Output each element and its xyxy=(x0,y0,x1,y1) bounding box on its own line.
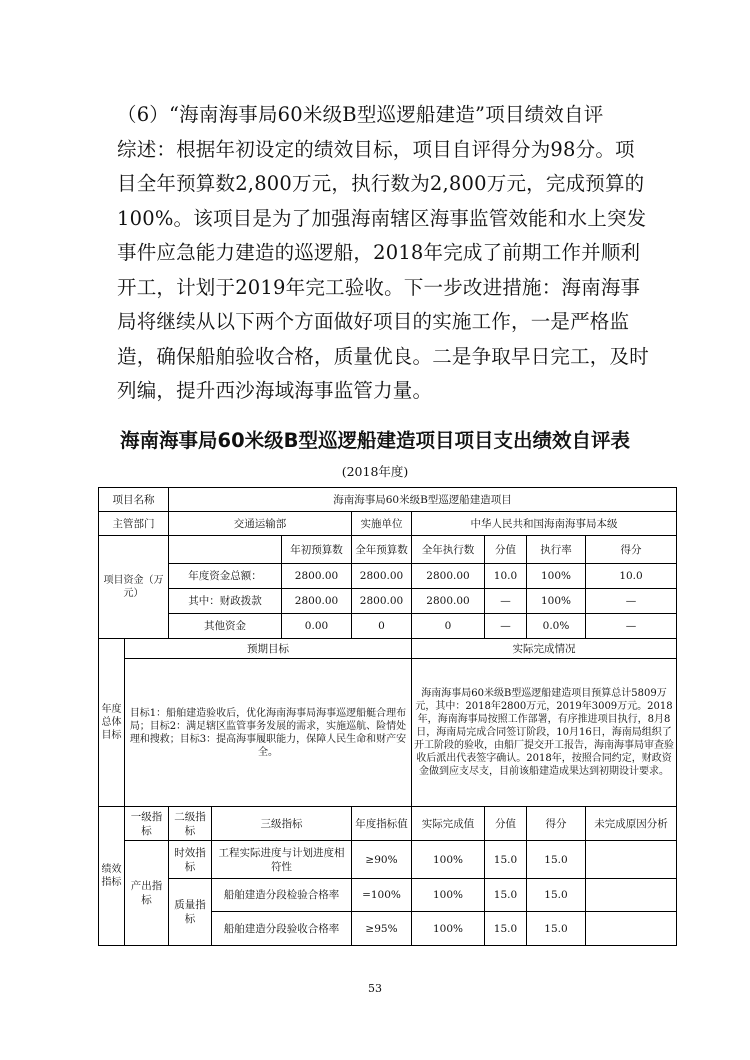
indicator-actual: 100% xyxy=(412,912,485,946)
funds-header: 执行率 xyxy=(527,536,586,564)
perf-header: 一级指标 xyxy=(125,807,169,841)
perf-header: 三级指标 xyxy=(212,807,352,841)
indicator-score: 15.0 xyxy=(527,841,586,879)
dept-label: 主管部门 xyxy=(99,512,169,536)
expected-header: 预期目标 xyxy=(125,639,412,659)
funds-header: 分值 xyxy=(485,536,527,564)
indicator-score-value: 15.0 xyxy=(485,841,527,879)
funds-header: 全年执行数 xyxy=(412,536,485,564)
funds-cell: 10.0 xyxy=(586,564,677,589)
indicator-target: ≥95% xyxy=(352,912,412,946)
indicator-score-value: 15.0 xyxy=(485,879,527,912)
perf-header: 年度指标值 xyxy=(352,807,412,841)
perf-header: 分值 xyxy=(485,807,527,841)
indicator-reason xyxy=(586,912,677,946)
funds-cell: — xyxy=(485,614,527,639)
funds-cell: 0.0% xyxy=(527,614,586,639)
indicator-reason xyxy=(586,841,677,879)
level2-cell: 时效指标 xyxy=(169,841,212,879)
funds-cell: 10.0 xyxy=(485,564,527,589)
paragraph-line: 综述：根据年初设定的绩效目标，项目自评得分为98分。项 xyxy=(117,137,635,161)
dept-value: 交通运输部 xyxy=(169,512,352,536)
paragraph-line: 列编，提升西沙海域海事监管力量。 xyxy=(117,379,433,402)
summary-paragraph xyxy=(117,98,649,409)
indicator-score: 15.0 xyxy=(527,912,586,946)
indicator-target: ≥90% xyxy=(352,841,412,879)
funds-header-blank xyxy=(169,536,282,564)
perf-header: 得分 xyxy=(527,807,586,841)
paragraph-line: 目全年预算数2,800万元，执行数为2,800万元，完成预算的 xyxy=(117,172,645,195)
funds-header: 得分 xyxy=(586,536,677,564)
funds-cell: 2800.00 xyxy=(412,564,485,589)
goals-label: 年度总体目标 xyxy=(99,639,125,807)
funds-cell: 2800.00 xyxy=(412,589,485,614)
indicator-score: 15.0 xyxy=(527,879,586,912)
funds-label: 项目资金（万元） xyxy=(99,536,169,639)
funds-row-label: 年度资金总额： xyxy=(169,564,282,589)
funds-header: 年初预算数 xyxy=(282,536,352,564)
impl-value: 中华人民共和国海南海事局本级 xyxy=(412,512,677,536)
paragraph-line: 100%。该项目是为了加强海南辖区海事监管效能和水上突发 xyxy=(117,206,647,230)
page-number: 53 xyxy=(368,982,382,995)
paragraph-line: 造，确保船舶验收合格，质量优良。二是争取早日完工，及时 xyxy=(117,344,649,368)
funds-cell: 100% xyxy=(527,564,586,589)
indicator-name: 工程实际进度与计划进度相符性 xyxy=(212,841,352,879)
funds-cell: — xyxy=(586,589,677,614)
level1-cell: 产出指标 xyxy=(125,841,169,946)
level2-cell: 质量指标 xyxy=(169,879,212,946)
indicator-target: =100% xyxy=(352,879,412,912)
funds-cell: — xyxy=(586,614,677,639)
table-year: (2018年度) xyxy=(341,464,409,479)
perf-header: 实际完成值 xyxy=(412,807,485,841)
funds-cell: 2800.00 xyxy=(352,564,412,589)
impl-label: 实施单位 xyxy=(352,512,412,536)
funds-cell: 2800.00 xyxy=(282,564,352,589)
funds-cell: 2800.00 xyxy=(352,589,412,614)
actual-completion: 海南海事局60米级B型巡逻船建造项目预算总计5809万元，其中：2018年2800万元，2019年3009万元。2018年，海南海事局按照工作部署，有序推进项目执行，8月8日，海南局完成合同签订阶段，10月16日，海南局组织了开工阶段的验收，由船厂提交开工报告，海南海事局审查验收后派出代表签字确认。2018年，按照合同约定，财政资金做到应支尽支，目前该船建造成果达到初期设计要求。 xyxy=(412,659,677,807)
paragraph-line: 事件应急能力建造的巡逻船，2018年完成了前期工作并顺利 xyxy=(117,241,641,264)
indicator-name: 船舶建造分段验收合格率 xyxy=(212,912,352,946)
funds-header: 全年预算数 xyxy=(352,536,412,564)
paragraph-line: （6）“海南海事局60米级B型巡逻船建造”项目绩效自评 xyxy=(117,103,604,126)
table-title: 海南海事局60米级B型巡逻船建造项目项目支出绩效自评表 xyxy=(120,429,630,452)
indicator-actual: 100% xyxy=(412,879,485,912)
funds-row-label: 其他资金 xyxy=(169,614,282,639)
indicator-score-value: 15.0 xyxy=(485,912,527,946)
funds-cell: 2800.00 xyxy=(282,589,352,614)
paragraph-line: 局将继续从以下两个方面做好项目的实施工作，一是严格监 xyxy=(117,310,630,333)
funds-cell: 0 xyxy=(412,614,485,639)
funds-cell: 0 xyxy=(352,614,412,639)
expected-goals: 目标1：船舶建造验收后，优化海南海事局海事巡逻船艇合理布局；目标2：满足辖区监管事务发展的需求，实施巡航、险情处理和搜救；目标3：提高海事履职能力，保障人民生命和财产安全。 xyxy=(125,659,412,807)
indicator-reason xyxy=(586,879,677,912)
indicator-actual: 100% xyxy=(412,841,485,879)
paragraph-line: 开工，计划于2019年完工验收。下一步改进措施：海南海事 xyxy=(117,275,641,299)
perf-header: 二级指标 xyxy=(169,807,212,841)
project-name-label: 项目名称 xyxy=(99,488,169,512)
performance-table xyxy=(98,487,677,946)
perf-header: 未完成原因分析 xyxy=(586,807,677,841)
funds-cell: 100% xyxy=(527,589,586,614)
indicator-name: 船舶建造分段检验合格率 xyxy=(212,879,352,912)
funds-cell: 0.00 xyxy=(282,614,352,639)
funds-row-label: 其中：财政拨款 xyxy=(169,589,282,614)
actual-header: 实际完成情况 xyxy=(412,639,677,659)
project-name: 海南海事局60米级B型巡逻船建造项目 xyxy=(169,488,677,512)
perf-label: 绩效指标 xyxy=(99,807,125,946)
funds-cell: — xyxy=(485,589,527,614)
